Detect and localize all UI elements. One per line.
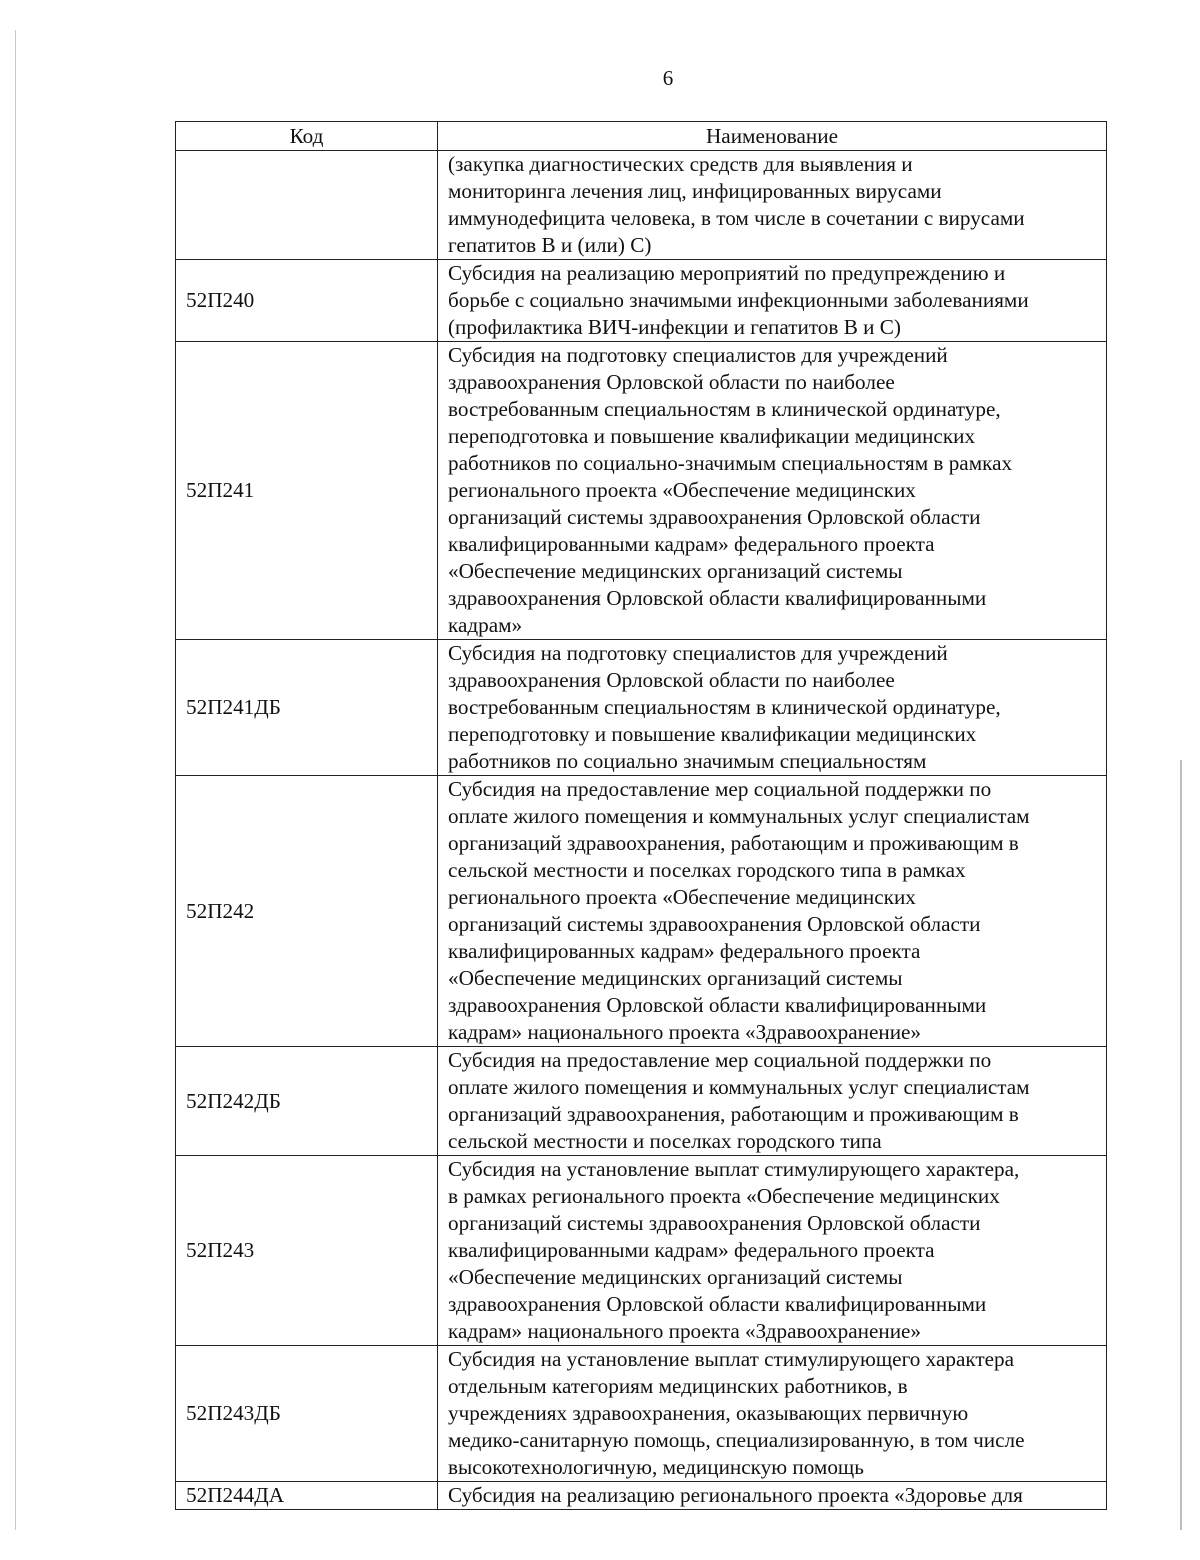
row-code: 52П241: [176, 342, 438, 640]
row-code: 52П242ДБ: [176, 1047, 438, 1156]
table-row: [176, 1482, 1107, 1510]
row-code: 52П243ДБ: [176, 1346, 438, 1482]
header-code: Код: [176, 122, 438, 151]
row-name: (закупка диагностических средств для выявления и мониторинга лечения лиц, инфицированных вирусами иммунодефицита человека, в том числе в сочетании с вирусами гепатитов В и (или) С): [438, 151, 1107, 260]
row-code: 52П243: [176, 1156, 438, 1346]
row-code: 52П241ДБ: [176, 640, 438, 776]
row-name: Субсидия на установление выплат стимулирующего характера, в рамках регионального проекта «Обеспечение медицинских организаций системы здравоохранения Орловской области квалифицированными кадрам» федерального проекта «Обеспечение медицинских организаций системы здравоохранения Орловской области квалифицированными кадрам» национального проекта «Здравоохранение»: [438, 1156, 1107, 1346]
row-name: Субсидия на реализацию мероприятий по предупреждению и борьбе с социально значимыми инфекционными заболеваниями (профилактика ВИЧ-инфекции и гепатитов В и С): [438, 260, 1107, 342]
row-name: Субсидия на предоставление мер социальной поддержки по оплате жилого помещения и коммунальных услуг специалистам организаций здравоохранения, работающим и проживающим в сельской местности и поселках городского типа в рамках регионального проекта «Обеспечение медицинских организаций системы здравоохранения Орловской области квалифицированных кадрам» федерального проекта «Обеспечение медицинских организаций системы здравоохранения Орловской области квалифицированными кадрам» национального проекта «Здравоохранение»: [438, 776, 1107, 1047]
table-row: [176, 1346, 1107, 1482]
row-name: Субсидия на подготовку специалистов для учреждений здравоохранения Орловской области по наиболее востребованным специальностям в клинической ординатуре, переподготовка и повышение квалификации медицинских работников по социально-значимым специальностям в рамках регионального проекта «Обеспечение медицинских организаций системы здравоохранения Орловской области квалифицированными кадрам» федерального проекта «Обеспечение медицинских организаций системы здравоохранения Орловской области квалифицированными кадрам»: [438, 342, 1107, 640]
codes-table: [175, 121, 1107, 1510]
row-name: Субсидия на подготовку специалистов для учреждений здравоохранения Орловской области по наиболее востребованным специальностям в клинической ординатуре, переподготовку и повышение квалификации медицинских работников по социально значимым специальностям: [438, 640, 1107, 776]
row-name: Субсидия на установление выплат стимулирующего характера отдельным категориям медицинских работников, в учреждениях здравоохранения, оказывающих первичную медико-санитарную помощь, специализированную, в том числе высокотехнологичную, медицинскую помощь: [438, 1346, 1107, 1482]
row-code: 52П242: [176, 776, 438, 1047]
header-name: Наименование: [438, 122, 1107, 151]
row-code: 52П244ДА: [176, 1482, 438, 1510]
page-number: 6: [662, 66, 674, 90]
scan-edge-left: [15, 30, 16, 1530]
table-row: [176, 1156, 1107, 1346]
row-name: Субсидия на реализацию регионального проекта «Здоровье для: [438, 1482, 1107, 1510]
scan-edge-right: [1180, 760, 1182, 1530]
row-code: 52П240: [176, 260, 438, 342]
table-row: [176, 342, 1107, 640]
table-row: [176, 640, 1107, 776]
table-row: [176, 1047, 1107, 1156]
row-name: Субсидия на предоставление мер социальной поддержки по оплате жилого помещения и коммунальных услуг специалистам организаций здравоохранения, работающим и проживающим в сельской местности и поселках городского типа: [438, 1047, 1107, 1156]
row-code: [176, 151, 438, 260]
table-row: [176, 151, 1107, 260]
table-row: [176, 776, 1107, 1047]
table-row: [176, 260, 1107, 342]
table-header-row: [176, 122, 1107, 151]
